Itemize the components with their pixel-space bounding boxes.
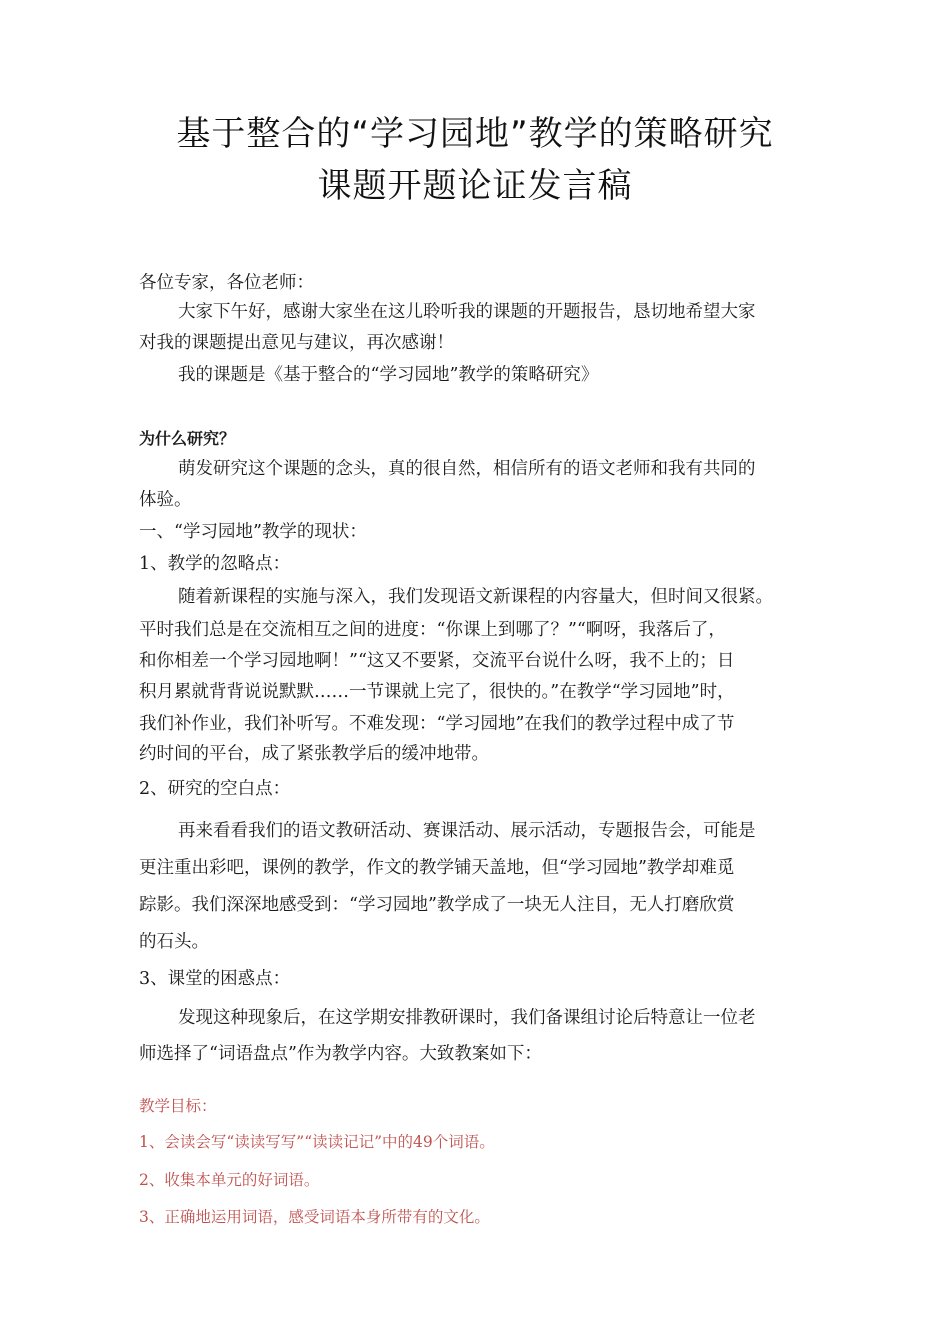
greeting: 各位专家，各位老师： (139, 273, 314, 293)
objectives-heading: 教学目标： (139, 1097, 217, 1115)
item-2-heading: 2、研究的空白点： (139, 779, 291, 799)
objective-item: 1、会读会写“读读写写”“读读记记”中的49个词语。 (139, 1133, 495, 1151)
item-3-line: 发现这种现象后，在这学期安排教研课时，我们备课组讨论后特意让一位老 (178, 1008, 756, 1028)
why-paragraph-line-1: 萌发研究这个课题的念头，真的很自然，相信所有的语文老师和我有共同的 (178, 459, 756, 479)
item-1-line: 约时间的平台，成了紧张教学后的缓冲地带。 (139, 744, 489, 764)
item-2-line: 更注重出彩吧，课例的教学，作文的教学铺天盖地，但“学习园地”教学却难觅 (139, 858, 735, 878)
item-1-line: 随着新课程的实施与深入，我们发现语文新课程的内容量大，但时间又很紧。 (178, 587, 773, 607)
topic-statement: 我的课题是《基于整合的“学习园地”教学的策略研究》 (178, 365, 599, 385)
intro-paragraph-line-2: 对我的课题提出意见与建议，再次感谢！ (139, 333, 454, 353)
item-1-line: 积月累就背背说说默默……一节课就上完了，很快的。”在教学“学习园地”时， (139, 682, 735, 702)
document-title-line-2: 课题开题论证发言稿 (317, 166, 633, 206)
item-2-line: 的石头。 (139, 932, 209, 952)
why-heading: 为什么研究？ (139, 429, 236, 448)
item-2-line: 再来看看我们的语文教研活动、赛课活动、展示活动，专题报告会，可能是 (178, 821, 756, 841)
item-1-heading: 1、教学的忽略点： (139, 554, 291, 574)
item-3-line: 师选择了“词语盘点”作为教学内容。大致教案如下： (139, 1044, 542, 1064)
item-1-line: 我们补作业，我们补听写。不难发现：“学习园地”在我们的教学过程中成了节 (139, 714, 735, 734)
section-1-heading: 一、“学习园地”教学的现状： (139, 522, 367, 542)
intro-paragraph-line-1: 大家下午好，感谢大家坐在这儿聆听我的课题的开题报告，恳切地希望大家 (178, 302, 756, 322)
objective-item: 2、收集本单元的好词语。 (139, 1171, 320, 1189)
item-2-line: 踪影。我们深深地感受到：“学习园地”教学成了一块无人注目，无人打磨欣赏 (139, 895, 735, 915)
objective-item: 3、正确地运用词语，感受词语本身所带有的文化。 (139, 1208, 490, 1226)
item-1-line: 和你相差一个学习园地啊！”“这又不要紧，交流平台说什么呀，我不上的；日 (139, 651, 735, 671)
why-paragraph-line-2: 体验。 (139, 490, 192, 510)
document-title-line-1: 基于整合的“学习园地”教学的策略研究 (176, 114, 774, 154)
item-1-line: 平时我们总是在交流相互之间的进度：“你课上到哪了？”“啊呀，我落后了， (139, 620, 726, 640)
item-3-heading: 3、课堂的困惑点： (139, 969, 291, 989)
